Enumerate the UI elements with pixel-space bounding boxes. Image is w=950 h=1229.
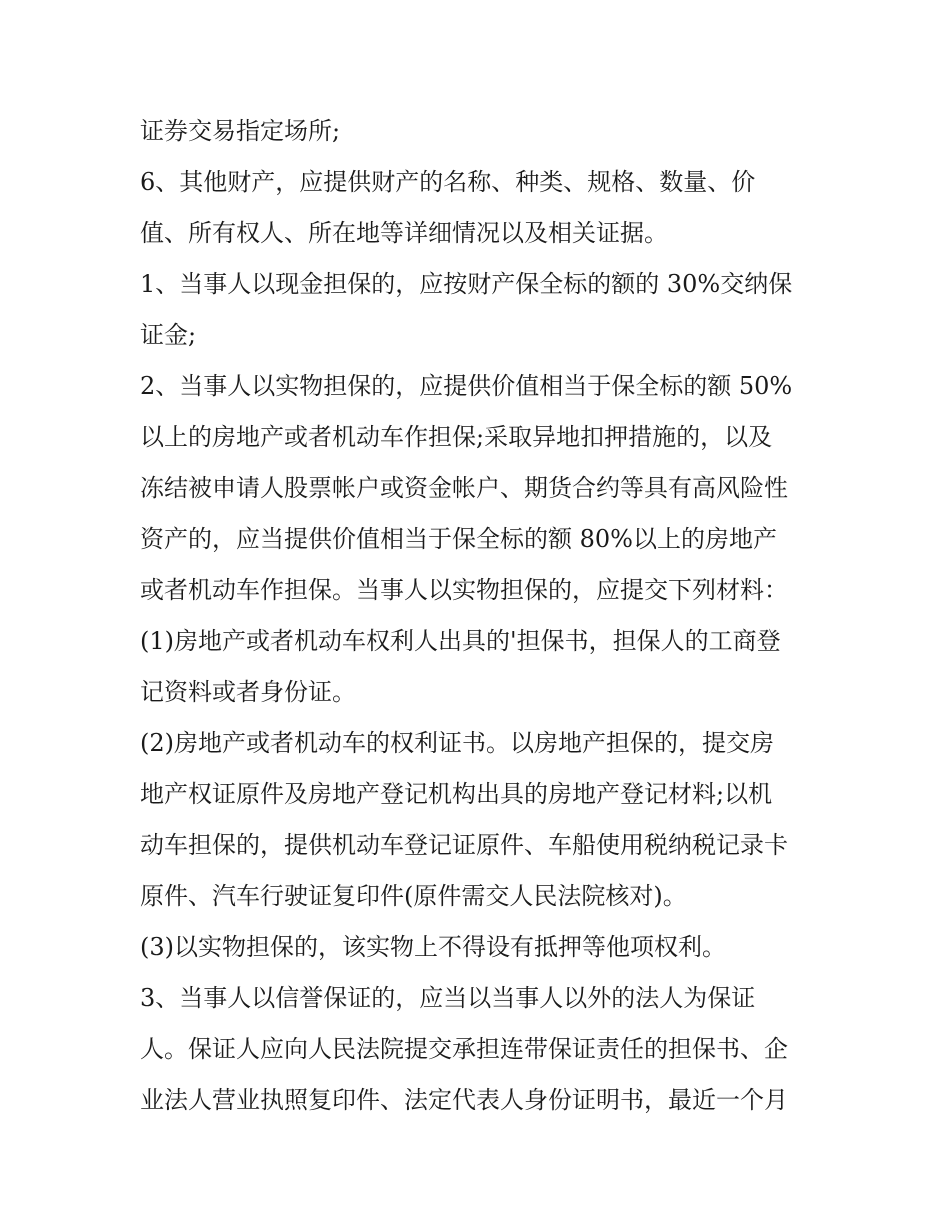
text-line-20: 业法人营业执照复印件、法定代表人身份证明书，最近一个月 xyxy=(140,1086,788,1114)
text-line-1: 证券交易指定场所; xyxy=(140,117,341,145)
text-line-15: 动车担保的，提供机动车登记证原件、车船使用税纳税记录卡 xyxy=(140,831,788,859)
text-line-16: 原件、汽车行驶证复印件(原件需交人民法院核对)。 xyxy=(140,882,687,910)
text-line-6: 2、当事人以实物担保的，应提供价值相当于保全标的额 50% xyxy=(140,372,793,400)
text-line-19: 人。保证人应向人民法院提交承担连带保证责任的担保书、企 xyxy=(140,1035,788,1063)
text-line-17: (3)以实物担保的，该实物上不得设有抵押等他项权利。 xyxy=(140,933,726,961)
text-line-14: 地产权证原件及房地产登记机构出具的房地产登记材料;以机 xyxy=(140,780,773,808)
text-line-18: 3、当事人以信誉保证的，应当以当事人以外的法人为保证 xyxy=(140,984,756,1012)
body-text xyxy=(140,106,820,1126)
text-line-9: 资产的，应当提供价值相当于保全标的额 80%以上的房地产 xyxy=(140,525,777,553)
text-line-8: 冻结被申请人股票帐户或资金帐户、期货合约等具有高风险性 xyxy=(140,474,788,502)
text-line-10: 或者机动车作担保。当事人以实物担保的，应提交下列材料： xyxy=(140,576,788,604)
text-line-4: 1、当事人以现金担保的，应按财产保全标的额的 30%交纳保 xyxy=(140,270,793,298)
text-line-11: (1)房地产或者机动车权利人出具的'担保书，担保人的工商登 xyxy=(140,627,781,655)
text-line-2: 6、其他财产，应提供财产的名称、种类、规格、数量、价 xyxy=(140,168,756,196)
text-line-12: 记资料或者身份证。 xyxy=(140,678,356,706)
text-line-13: (2)房地产或者机动车的权利证书。以房地产担保的，提交房 xyxy=(140,729,774,757)
text-line-3: 值、所有权人、所在地等详细情况以及相关证据。 xyxy=(140,219,668,247)
text-line-5: 证金; xyxy=(140,321,197,349)
text-line-7: 以上的房地产或者机动车作担保;采取异地扣押措施的，以及 xyxy=(140,423,773,451)
